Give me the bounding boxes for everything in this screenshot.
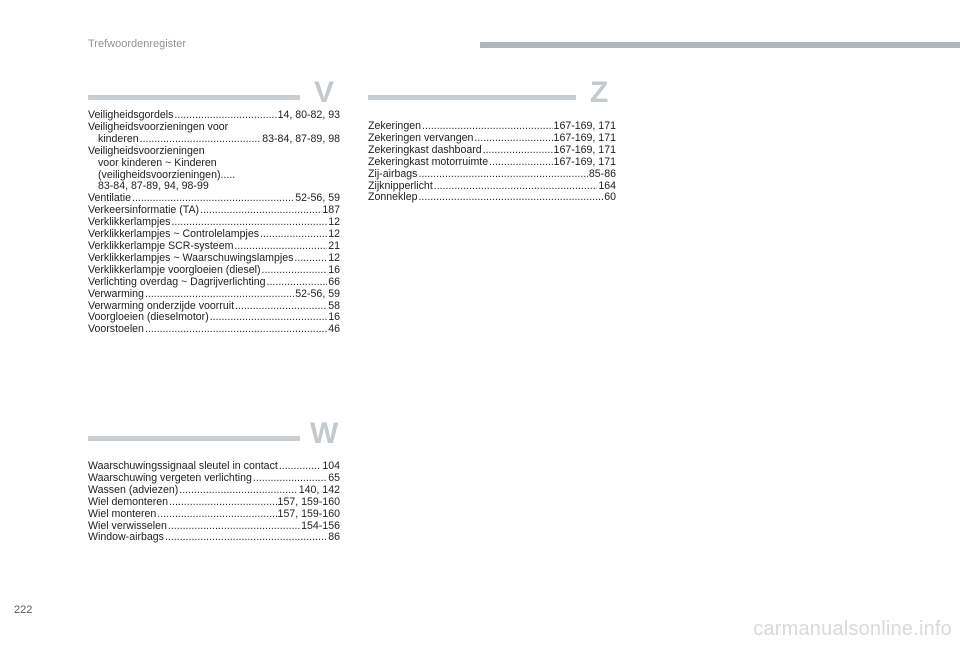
entry-label: Wiel demonteren (88, 495, 169, 508)
leader-dots (210, 312, 327, 324)
index-line (88, 532, 340, 544)
entry-label: Verklikkerlampjes ~ Controlelampjes (88, 228, 260, 241)
entry-label: Veiligheidsvoorzieningen (88, 144, 205, 157)
entry-label: Voorstoelen (88, 323, 144, 336)
header-bar (480, 42, 960, 48)
index-line (368, 157, 616, 169)
leader-dots (169, 497, 276, 509)
leader-dots (179, 485, 297, 497)
entry-label: Veiligheidsgordels (88, 109, 174, 121)
index-line (88, 497, 340, 509)
index-line (88, 509, 340, 521)
entry-label: Waarschuwing vergeten verlichting (88, 471, 252, 484)
index-line (88, 324, 340, 336)
watermark: carmanualsonline.info (753, 618, 952, 640)
entry-label: kinderen (98, 132, 139, 145)
entry-pages: 66 (328, 275, 340, 288)
index-entry (368, 157, 616, 169)
index-entry (88, 277, 340, 289)
index-entry (88, 146, 340, 194)
leader-dots (489, 157, 552, 169)
index-line (88, 485, 340, 497)
entry-label: Zekeringkast motorruimte (368, 155, 489, 168)
index-entry (88, 485, 340, 497)
entry-pages: 65 (328, 471, 340, 484)
entry-pages: 157, 159-160 (277, 507, 340, 520)
entry-label: Verklikkerlampje voorgloeien (diesel) (88, 263, 261, 276)
entry-label: Verklikkerlampje SCR-systeem (88, 239, 234, 252)
leader-dots (483, 145, 553, 157)
entry-label: Verwarming (88, 287, 144, 300)
entry-label: voor kinderen ~ Kinderen (98, 156, 217, 169)
index-line (368, 145, 616, 157)
entry-pages: 12 (328, 251, 340, 264)
section-w-heading (88, 417, 340, 455)
index-entry (368, 169, 616, 181)
entry-pages: 140, 142 (298, 483, 340, 496)
entry-label: Voorgloeien (dieselmotor) (88, 311, 209, 324)
entry-label: Window-airbags (88, 531, 164, 544)
entry-pages: 58 (328, 299, 340, 312)
entry-label: 83-84, 87-89, 94, 98-99 (98, 180, 209, 193)
entry-label: Wiel monteren (88, 507, 157, 520)
leader-dots (168, 521, 300, 533)
entry-pages: 12 (328, 216, 340, 229)
index-entry (88, 265, 340, 277)
entry-pages: 14, 80-82, 93 (277, 109, 340, 121)
index-entry (368, 145, 616, 157)
entry-label: Ventilatie (88, 192, 131, 205)
entry-pages: 167-169, 171 (553, 143, 616, 156)
index-line (88, 146, 340, 158)
index-line (368, 192, 616, 204)
index-line (368, 169, 616, 181)
index-line (88, 265, 340, 277)
section-divider (88, 95, 300, 100)
entry-pages: 167-169, 171 (553, 155, 616, 168)
entry-label: Zekeringen (368, 120, 421, 132)
index-entry (88, 509, 340, 521)
entry-pages: 157, 159-160 (277, 495, 340, 508)
leader-dots (474, 133, 552, 145)
index-line (88, 134, 340, 146)
entry-label: Veiligheidsvoorzieningen voor (88, 120, 229, 133)
entry-pages: 86 (328, 531, 340, 544)
section-divider (368, 95, 576, 100)
entry-pages: 164 (598, 179, 616, 192)
leader-dots (140, 134, 262, 146)
leader-dots (294, 253, 327, 265)
index-line (88, 289, 340, 301)
leader-dots (418, 192, 603, 204)
page-number: 222 (14, 604, 33, 616)
entry-pages: 16 (328, 263, 340, 276)
entry-pages: 46 (328, 323, 340, 336)
index-entry (88, 253, 340, 265)
index-line (88, 253, 340, 265)
index-entry (88, 532, 340, 544)
entry-pages: 16 (328, 311, 340, 324)
entry-pages: 83-84, 87-89, 98 (262, 132, 340, 145)
entry-label: Verklikkerlampjes ~ Waarschuwingslampjes (88, 251, 294, 264)
index-line (88, 158, 340, 170)
section-divider (88, 436, 300, 441)
entry-pages: 21 (328, 239, 340, 252)
leader-dots (165, 532, 327, 544)
leader-dots (157, 509, 276, 521)
entry-pages: 12 (328, 228, 340, 241)
entry-label: Waarschuwingssignaal sleutel in contact (88, 460, 278, 472)
entry-label: (veiligheidsvoorzieningen)..... (98, 168, 236, 181)
entry-pages: 154-156 (301, 519, 340, 532)
leader-dots (235, 301, 327, 313)
entry-pages: 187 (322, 204, 340, 217)
section-letter-v: V (314, 76, 335, 109)
entry-label: Wassen (adviezen) (88, 483, 179, 496)
index-entry (88, 289, 340, 301)
entry-label: Zij-airbags (368, 167, 418, 180)
entry-label: Verlichting overdag ~ Dagrijverlichting (88, 275, 266, 288)
page-header-title: Trefwoordenregister (88, 38, 187, 50)
index-entry (88, 324, 340, 336)
section-v-entries (88, 110, 340, 336)
entry-pages: 167-169, 171 (553, 131, 616, 144)
leader-dots (434, 181, 598, 193)
section-letter-z: Z (590, 76, 609, 109)
section-z-heading (368, 76, 616, 114)
index-entry (368, 192, 616, 204)
leader-dots (262, 265, 328, 277)
entry-pages: 85-86 (588, 167, 616, 180)
entry-label: Zekeringen vervangen (368, 131, 474, 144)
entry-pages: 60 (604, 191, 616, 204)
entry-label: Verkeersinformatie (TA) (88, 204, 200, 217)
entry-label: Wiel verwisselen (88, 519, 167, 532)
entry-pages: 104 (322, 460, 340, 472)
leader-dots (145, 324, 327, 336)
leader-dots (260, 229, 327, 241)
entry-label: Zekeringkast dashboard (368, 143, 482, 156)
entry-pages: 167-169, 171 (553, 120, 616, 132)
entry-label: Zijknipperlicht (368, 179, 433, 192)
leader-dots (267, 277, 328, 289)
entry-label: Verwarming onderzijde voorruit (88, 299, 235, 312)
entry-pages: 52-56, 59 (295, 287, 340, 300)
leader-dots (200, 205, 321, 217)
entry-pages: 52-56, 59 (295, 192, 340, 205)
section-z-entries (368, 121, 616, 204)
leader-dots (145, 289, 294, 301)
entry-label: Zonneklep (368, 191, 418, 204)
leader-dots (279, 461, 322, 473)
entry-label: Verklikkerlampjes (88, 216, 171, 229)
index-line (88, 277, 340, 289)
index-entry (88, 122, 340, 146)
index-entry (88, 497, 340, 509)
section-letter-w: W (310, 417, 339, 450)
section-w-entries (88, 461, 340, 544)
leader-dots (418, 169, 587, 181)
